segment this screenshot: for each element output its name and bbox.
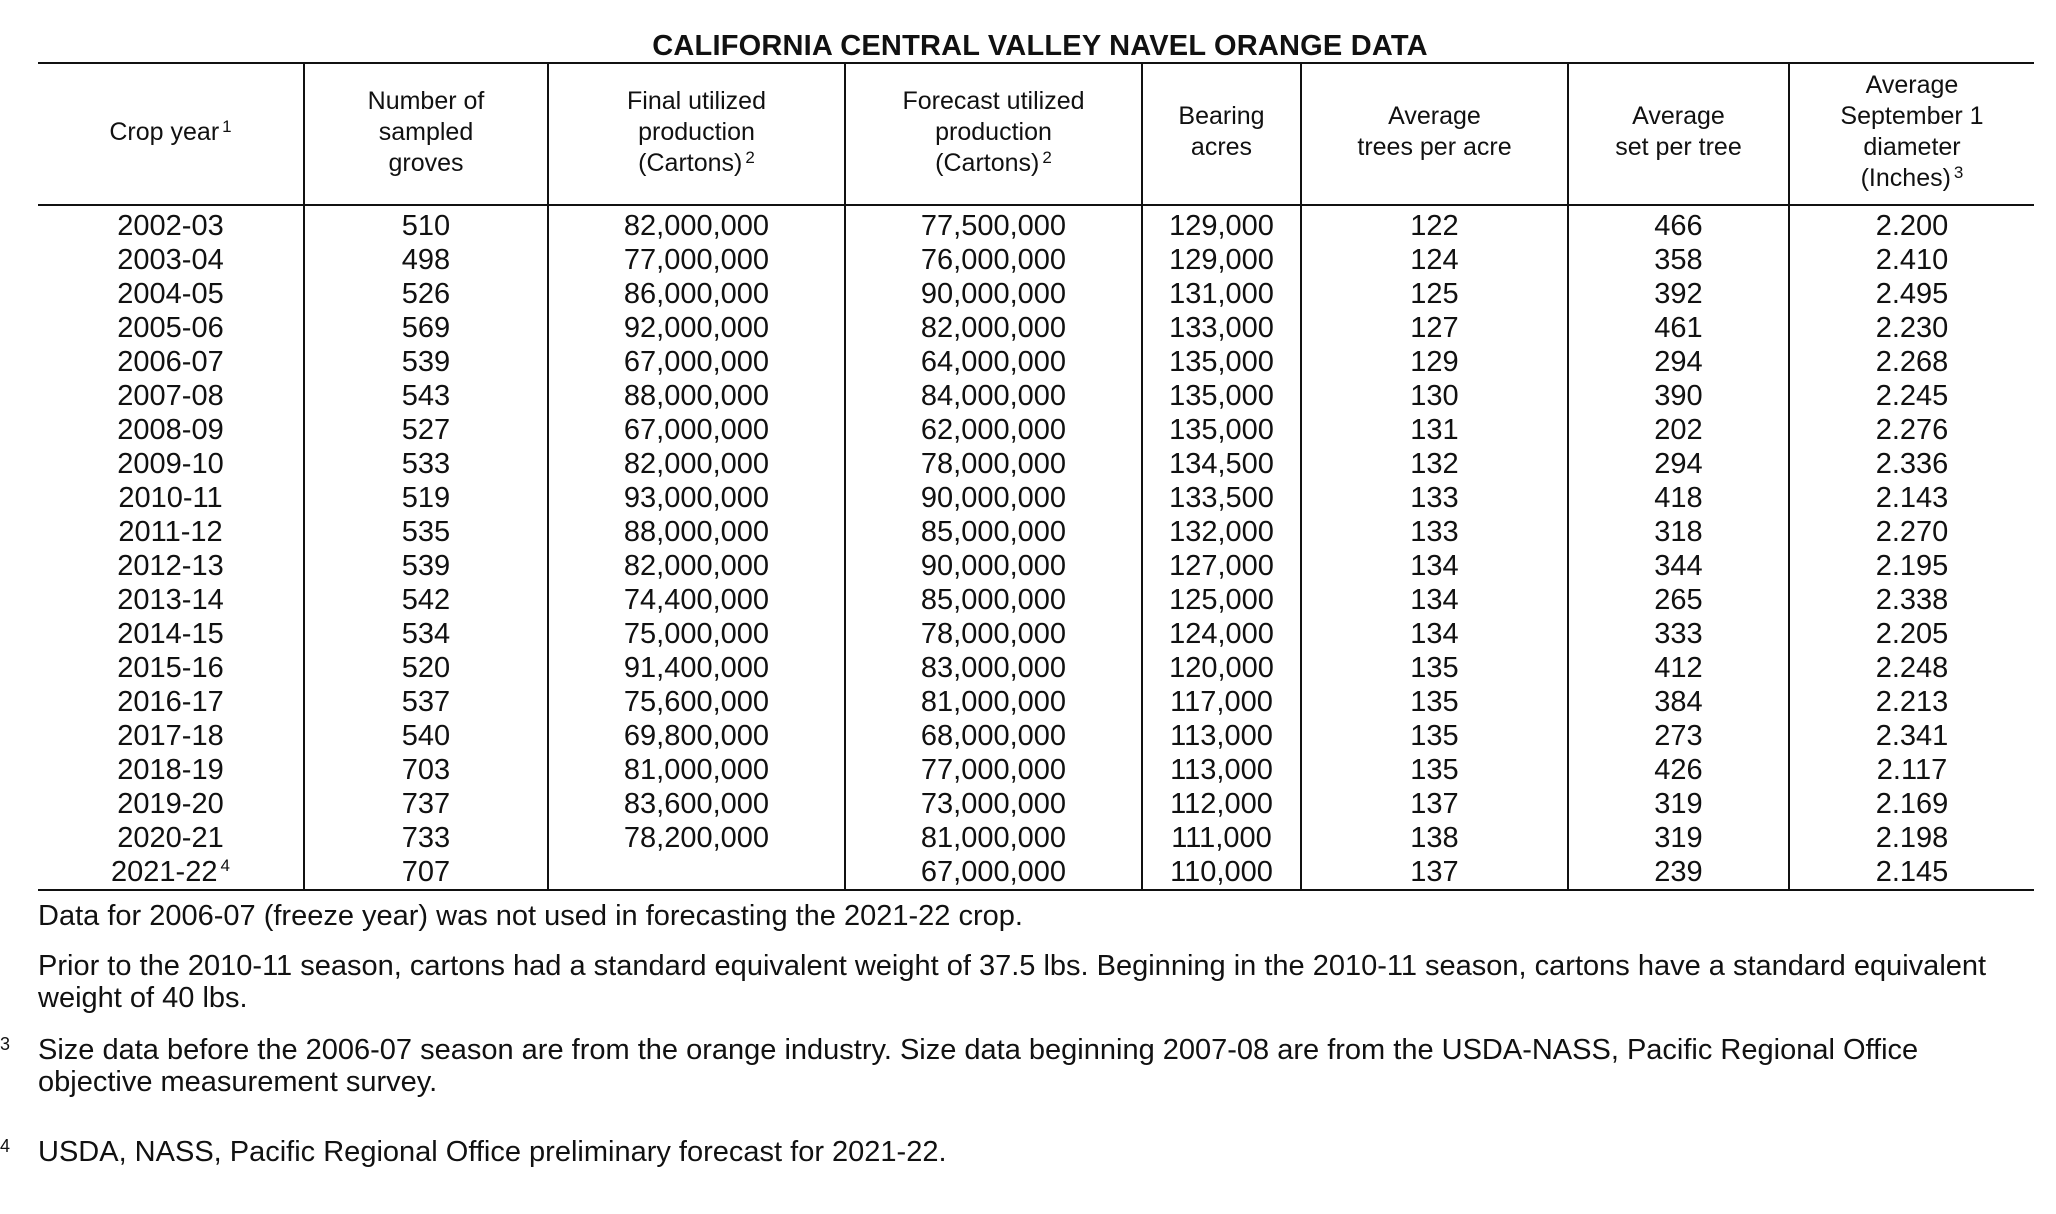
cell-trees: 134	[1301, 549, 1568, 583]
column-header-line	[850, 148, 1137, 179]
cell-forecast: 85,000,000	[845, 583, 1142, 617]
cell-diameter: 2.245	[1789, 379, 2034, 413]
cell-forecast: 90,000,000	[845, 277, 1142, 311]
cell-final: 92,000,000	[548, 311, 845, 345]
cell-set: 294	[1568, 447, 1789, 481]
table-row	[38, 821, 2034, 855]
cell-year: 2009-10	[117, 448, 224, 480]
cell-diameter: 2.341	[1789, 719, 2034, 753]
header-row	[38, 63, 2034, 205]
table-row	[38, 855, 2034, 890]
cell-final: 88,000,000	[548, 379, 845, 413]
cell-set: 426	[1568, 753, 1789, 787]
table-row	[38, 345, 2034, 379]
table-row	[38, 243, 2034, 277]
cell-trees: 133	[1301, 515, 1568, 549]
cell-set: 412	[1568, 651, 1789, 685]
cell-year: 2008-09	[117, 414, 224, 446]
column-header	[1301, 63, 1568, 205]
cell-acres: 113,000	[1142, 753, 1301, 787]
cell-year: 2018-19	[117, 754, 224, 786]
cell-acres: 135,000	[1142, 345, 1301, 379]
cell-trees: 129	[1301, 345, 1568, 379]
cell-set: 265	[1568, 583, 1789, 617]
cell-groves: 703	[304, 753, 548, 787]
cell-acres: 120,000	[1142, 651, 1301, 685]
column-header	[845, 63, 1142, 205]
cell-forecast: 83,000,000	[845, 651, 1142, 685]
footnote-marker: 1	[222, 116, 232, 136]
cell-acres: 132,000	[1142, 515, 1301, 549]
footnote-4	[0, 1136, 2024, 1168]
cell-groves: 520	[304, 651, 548, 685]
cell-year	[38, 855, 304, 890]
cell-set: 466	[1568, 205, 1789, 243]
cell-final: 81,000,000	[548, 753, 845, 787]
cell-groves: 737	[304, 787, 548, 821]
footnote-marker: 3	[1953, 163, 1964, 182]
cell-diameter: 2.270	[1789, 515, 2034, 549]
column-header-line	[553, 148, 840, 179]
table-row	[38, 311, 2034, 345]
column-header	[548, 63, 845, 205]
cell-diameter: 2.495	[1789, 277, 2034, 311]
cell-final: 67,000,000	[548, 345, 845, 379]
cell-trees: 127	[1301, 311, 1568, 345]
crop-year-text: 2021-22	[111, 856, 218, 888]
table-row	[38, 583, 2034, 617]
cell-acres: 135,000	[1142, 379, 1301, 413]
table-row	[38, 481, 2034, 515]
cell-trees: 135	[1301, 651, 1568, 685]
cell-groves: 534	[304, 617, 548, 651]
footnote-2	[34, 950, 2024, 1014]
table-row	[38, 447, 2034, 481]
cell-groves: 539	[304, 345, 548, 379]
cell-final: 78,200,000	[548, 821, 845, 855]
cell-year: 2012-13	[117, 550, 224, 582]
column-header-line: sampled	[378, 117, 474, 146]
column-header	[38, 63, 304, 205]
cell-acres: 134,500	[1142, 447, 1301, 481]
column-header-line	[42, 117, 299, 148]
column-header-line: trees per acre	[1357, 133, 1512, 161]
cell-final: 91,400,000	[548, 651, 845, 685]
cell-set: 384	[1568, 685, 1789, 719]
cell-acres: 131,000	[1142, 277, 1301, 311]
cell-forecast: 73,000,000	[845, 787, 1142, 821]
cell-year: 2003-04	[117, 244, 224, 276]
cell-trees: 137	[1301, 787, 1568, 821]
cell-diameter: 2.268	[1789, 345, 2034, 379]
cell-set: 318	[1568, 515, 1789, 549]
cell-groves: 569	[304, 311, 548, 345]
cell-forecast: 90,000,000	[845, 549, 1142, 583]
cell-final: 67,000,000	[548, 413, 845, 447]
cell-acres: 125,000	[1142, 583, 1301, 617]
footnote-1	[34, 900, 2024, 932]
cell-final: 82,000,000	[548, 205, 845, 243]
cell-final: 82,000,000	[548, 447, 845, 481]
cell-acres: 135,000	[1142, 413, 1301, 447]
cell-year: 2006-07	[117, 346, 224, 378]
column-header-line: Average	[1865, 71, 1959, 99]
cell-set: 319	[1568, 787, 1789, 821]
table-row	[38, 651, 2034, 685]
cell-final: 93,000,000	[548, 481, 845, 515]
column-header-line: groves	[388, 148, 464, 177]
cell-acres: 127,000	[1142, 549, 1301, 583]
cell-year: 2019-20	[117, 788, 224, 820]
cell-final: 86,000,000	[548, 277, 845, 311]
column-header	[1142, 63, 1301, 205]
cell-final	[548, 855, 845, 890]
cell-forecast: 82,000,000	[845, 311, 1142, 345]
column-header-text: (Cartons)	[638, 148, 743, 177]
cell-set: 319	[1568, 821, 1789, 855]
cell-groves: 542	[304, 583, 548, 617]
column-header	[304, 63, 548, 205]
cell-groves: 543	[304, 379, 548, 413]
cell-set: 333	[1568, 617, 1789, 651]
cell-final: 75,600,000	[548, 685, 845, 719]
cell-groves: 527	[304, 413, 548, 447]
cell-trees: 135	[1301, 685, 1568, 719]
cell-set: 294	[1568, 345, 1789, 379]
orange-data-table	[38, 62, 2034, 891]
column-header-line: Average	[1632, 102, 1725, 130]
cell-year: 2016-17	[117, 686, 224, 718]
cell-set: 239	[1568, 855, 1789, 890]
column-header-line: production	[935, 117, 1052, 146]
cell-diameter: 2.276	[1789, 413, 2034, 447]
cell-diameter: 2.213	[1789, 685, 2034, 719]
cell-set: 273	[1568, 719, 1789, 753]
footnote-marker: 4	[220, 856, 230, 875]
cell-trees: 124	[1301, 243, 1568, 277]
column-header-line: Forecast utilized	[902, 86, 1085, 115]
cell-acres: 111,000	[1142, 821, 1301, 855]
cell-final: 74,400,000	[548, 583, 845, 617]
column-header-line: Bearing	[1178, 102, 1265, 130]
cell-set: 418	[1568, 481, 1789, 515]
column-header	[1568, 63, 1789, 205]
cell-groves: 540	[304, 719, 548, 753]
column-header-line: September 1	[1840, 102, 1984, 130]
table-body	[38, 205, 2034, 890]
cell-acres: 129,000	[1142, 205, 1301, 243]
cell-diameter: 2.248	[1789, 651, 2034, 685]
footnote-3	[0, 1034, 2024, 1098]
footnote-marker: 2	[745, 147, 755, 167]
table-row	[38, 617, 2034, 651]
footnote-marker: 2	[1042, 147, 1052, 167]
cell-groves: 519	[304, 481, 548, 515]
footnote-4-mark: 4	[0, 1136, 11, 1156]
cell-final: 77,000,000	[548, 243, 845, 277]
cell-forecast: 62,000,000	[845, 413, 1142, 447]
table-row	[38, 413, 2034, 447]
cell-groves: 535	[304, 515, 548, 549]
column-header-line	[1794, 163, 2030, 194]
cell-trees: 137	[1301, 855, 1568, 890]
column-header-line: diameter	[1863, 133, 1961, 161]
cell-diameter: 2.145	[1789, 855, 2034, 890]
cell-set: 344	[1568, 549, 1789, 583]
cell-groves: 537	[304, 685, 548, 719]
cell-set: 461	[1568, 311, 1789, 345]
footnote-3-mark: 3	[0, 1034, 11, 1054]
cell-groves: 498	[304, 243, 548, 277]
footnote-3-text: Size data before the 2006-07 season are from the orange industry. Size data beginning 2007-08 are from the USDA-NASS, Pacific Regional Office objective measurement survey.	[38, 1034, 1919, 1098]
column-header-line: Final utilized	[627, 86, 766, 115]
cell-groves: 539	[304, 549, 548, 583]
table-title: CALIFORNIA CENTRAL VALLEY NAVEL ORANGE DATA	[652, 30, 1428, 62]
cell-forecast: 76,000,000	[845, 243, 1142, 277]
cell-groves: 733	[304, 821, 548, 855]
cell-set: 390	[1568, 379, 1789, 413]
cell-trees: 131	[1301, 413, 1568, 447]
cell-year: 2011-12	[118, 516, 223, 548]
cell-trees: 125	[1301, 277, 1568, 311]
cell-final: 75,000,000	[548, 617, 845, 651]
column-header-text: (Cartons)	[935, 148, 1040, 177]
cell-diameter: 2.195	[1789, 549, 2034, 583]
cell-set: 358	[1568, 243, 1789, 277]
cell-acres: 112,000	[1142, 787, 1301, 821]
cell-diameter: 2.117	[1789, 753, 2034, 787]
cell-trees: 135	[1301, 719, 1568, 753]
cell-trees: 130	[1301, 379, 1568, 413]
cell-groves: 707	[304, 855, 548, 890]
cell-year: 2015-16	[117, 652, 224, 684]
cell-forecast: 67,000,000	[845, 855, 1142, 890]
cell-year: 2004-05	[117, 278, 224, 310]
cell-forecast: 78,000,000	[845, 447, 1142, 481]
cell-forecast: 77,500,000	[845, 205, 1142, 243]
column-header	[1789, 63, 2034, 205]
column-header-line: Number of	[367, 86, 485, 115]
cell-year: 2010-11	[118, 482, 223, 514]
table-row	[38, 515, 2034, 549]
table-row	[38, 549, 2034, 583]
cell-forecast: 77,000,000	[845, 753, 1142, 787]
cell-forecast: 84,000,000	[845, 379, 1142, 413]
cell-year: 2020-21	[117, 822, 224, 854]
footnote-1-text: Data for 2006-07 (freeze year) was not used in forecasting the 2021-22 crop.	[38, 900, 1023, 932]
cell-acres: 133,500	[1142, 481, 1301, 515]
cell-final: 83,600,000	[548, 787, 845, 821]
column-header-text: (Inches)	[1860, 164, 1951, 192]
cell-acres: 110,000	[1142, 855, 1301, 890]
cell-forecast: 68,000,000	[845, 719, 1142, 753]
column-header-line: production	[638, 117, 755, 146]
cell-acres: 124,000	[1142, 617, 1301, 651]
footnote-4-text: USDA, NASS, Pacific Regional Office preliminary forecast for 2021-22.	[38, 1136, 947, 1168]
cell-groves: 526	[304, 277, 548, 311]
cell-trees: 134	[1301, 583, 1568, 617]
footnote-2-text: Prior to the 2010-11 season, cartons had a standard equivalent weight of 37.5 lbs. Beginning in the 2010-11 season, cartons have a standard equivalent weight of 40 lbs.	[38, 950, 1987, 1014]
cell-final: 82,000,000	[548, 549, 845, 583]
cell-year: 2005-06	[117, 312, 224, 344]
cell-forecast: 90,000,000	[845, 481, 1142, 515]
table-row	[38, 685, 2034, 719]
cell-diameter: 2.205	[1789, 617, 2034, 651]
cell-year: 2007-08	[117, 380, 224, 412]
cell-forecast: 85,000,000	[845, 515, 1142, 549]
table-row	[38, 379, 2034, 413]
cell-forecast: 64,000,000	[845, 345, 1142, 379]
cell-trees: 135	[1301, 753, 1568, 787]
cell-trees: 138	[1301, 821, 1568, 855]
cell-trees: 134	[1301, 617, 1568, 651]
column-header-line: acres	[1190, 133, 1253, 161]
cell-diameter: 2.336	[1789, 447, 2034, 481]
cell-trees: 132	[1301, 447, 1568, 481]
table-row	[38, 719, 2034, 753]
cell-diameter: 2.410	[1789, 243, 2034, 277]
cell-final: 69,800,000	[548, 719, 845, 753]
cell-diameter: 2.198	[1789, 821, 2034, 855]
cell-diameter: 2.200	[1789, 205, 2034, 243]
cell-year: 2014-15	[117, 618, 224, 650]
cell-acres: 129,000	[1142, 243, 1301, 277]
cell-trees: 122	[1301, 205, 1568, 243]
cell-diameter: 2.230	[1789, 311, 2034, 345]
cell-groves: 533	[304, 447, 548, 481]
cell-set: 202	[1568, 413, 1789, 447]
column-header-text: Crop year	[109, 117, 220, 146]
cell-groves: 510	[304, 205, 548, 243]
cell-acres: 113,000	[1142, 719, 1301, 753]
cell-year: 2013-14	[117, 584, 224, 616]
cell-year: 2002-03	[117, 210, 224, 242]
cell-forecast: 81,000,000	[845, 685, 1142, 719]
cell-acres: 117,000	[1142, 685, 1301, 719]
cell-forecast: 78,000,000	[845, 617, 1142, 651]
table-row	[38, 277, 2034, 311]
cell-year: 2017-18	[117, 720, 224, 752]
cell-acres: 133,000	[1142, 311, 1301, 345]
column-header-line: set per tree	[1615, 133, 1742, 161]
cell-trees: 133	[1301, 481, 1568, 515]
table-row	[38, 753, 2034, 787]
table-row	[38, 787, 2034, 821]
cell-final: 88,000,000	[548, 515, 845, 549]
cell-diameter: 2.169	[1789, 787, 2034, 821]
cell-diameter: 2.143	[1789, 481, 2034, 515]
cell-diameter: 2.338	[1789, 583, 2034, 617]
cell-forecast: 81,000,000	[845, 821, 1142, 855]
table-row	[38, 205, 2034, 243]
column-header-line: Average	[1388, 102, 1481, 130]
cell-set: 392	[1568, 277, 1789, 311]
